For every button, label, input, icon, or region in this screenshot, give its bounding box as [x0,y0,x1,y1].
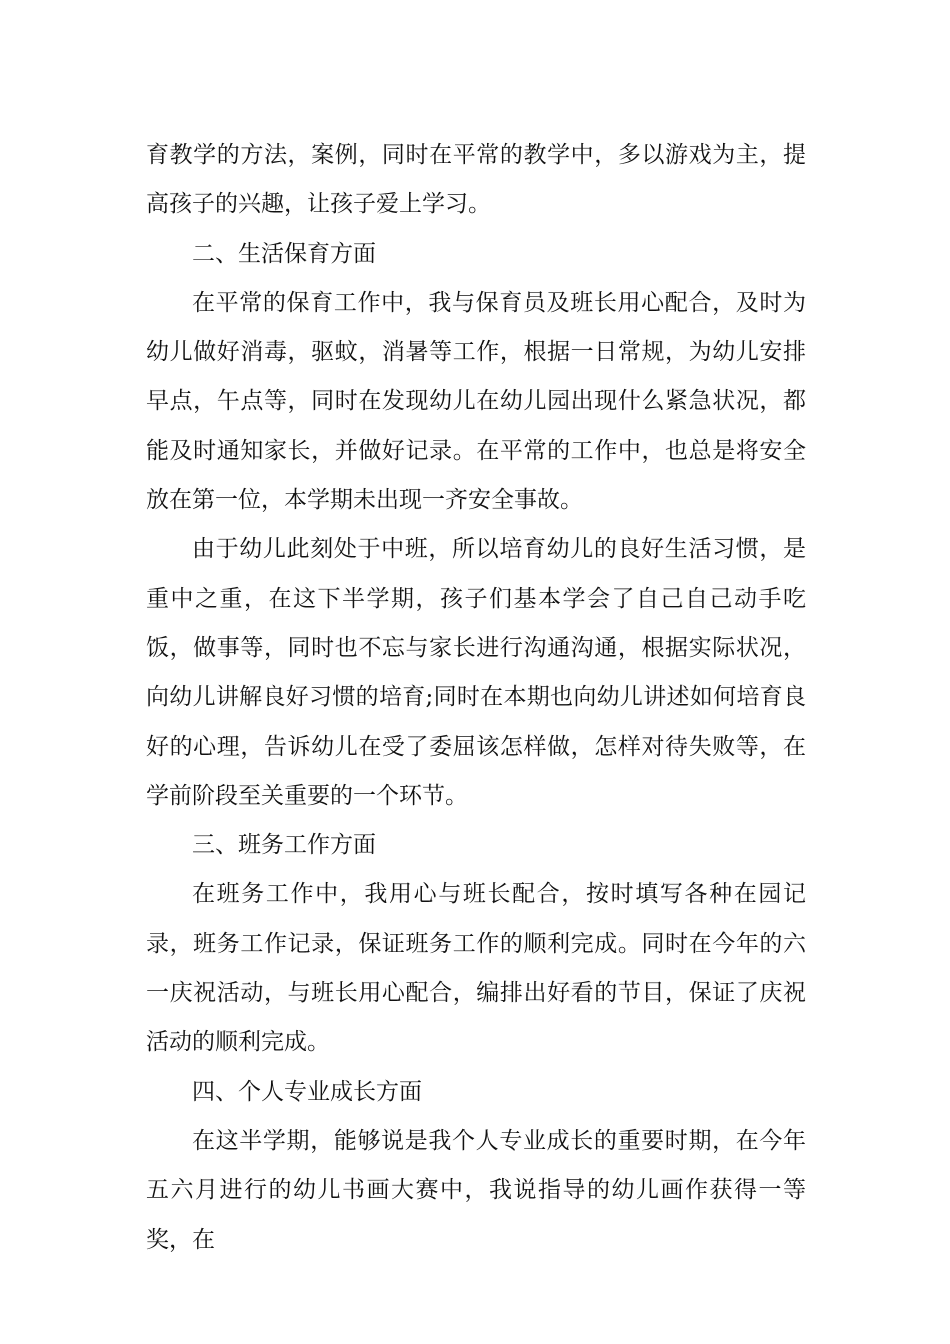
paragraph-class-affairs: 在班务工作中，我用心与班长配合，按时填写各种在园记录，班务工作记录，保证班务工作的顺利完成。同时在今年的六一庆祝活动，与班长用心配合，编排出好看的节目，保证了庆祝活动的顺利完成。 [146,881,806,1056]
paragraph-care-work: 在平常的保育工作中，我与保育员及班长用心配合，及时为幼儿做好消毒，驱蚊，消暑等工作，根据一日常规，为幼儿安排早点，午点等，同时在发现幼儿在幼儿园出现什么紧急状况，都能及时通知家长，并做好记录。在平常的工作中，也总是将安全放在第一位，本学期未出现一齐安全事故。 [146,289,806,514]
paragraph-habits: 由于幼儿此刻处于中班，所以培育幼儿的良好生活习惯，是重中之重，在这下半学期，孩子们基本学会了自己自己动手吃饭，做事等，同时也不忘与家长进行沟通沟通，根据实际状况，向幼儿讲解良好习惯的培育;同时在本期也向幼儿讲述如何培育良好的心理，告诉幼儿在受了委屈该怎样做，怎样对待失败等，在学前阶段至关重要的一个环节。 [146,536,806,809]
section-heading-life-care: 二、生活保育方面 [192,240,376,267]
paragraph-continuation: 育教学的方法，案例，同时在平常的教学中，多以游戏为主，提高孩子的兴趣，让孩子爱上学习。 [146,142,806,218]
paragraph-professional-growth: 在这半学期，能够说是我个人专业成长的重要时期，在今年五六月进行的幼儿书画大赛中，我说指导的幼儿画作获得一等奖，在 [146,1127,806,1253]
document-body [146,131,806,1265]
section-heading-professional-growth: 四、个人专业成长方面 [192,1078,422,1105]
section-heading-class-affairs: 三、班务工作方面 [192,832,376,859]
